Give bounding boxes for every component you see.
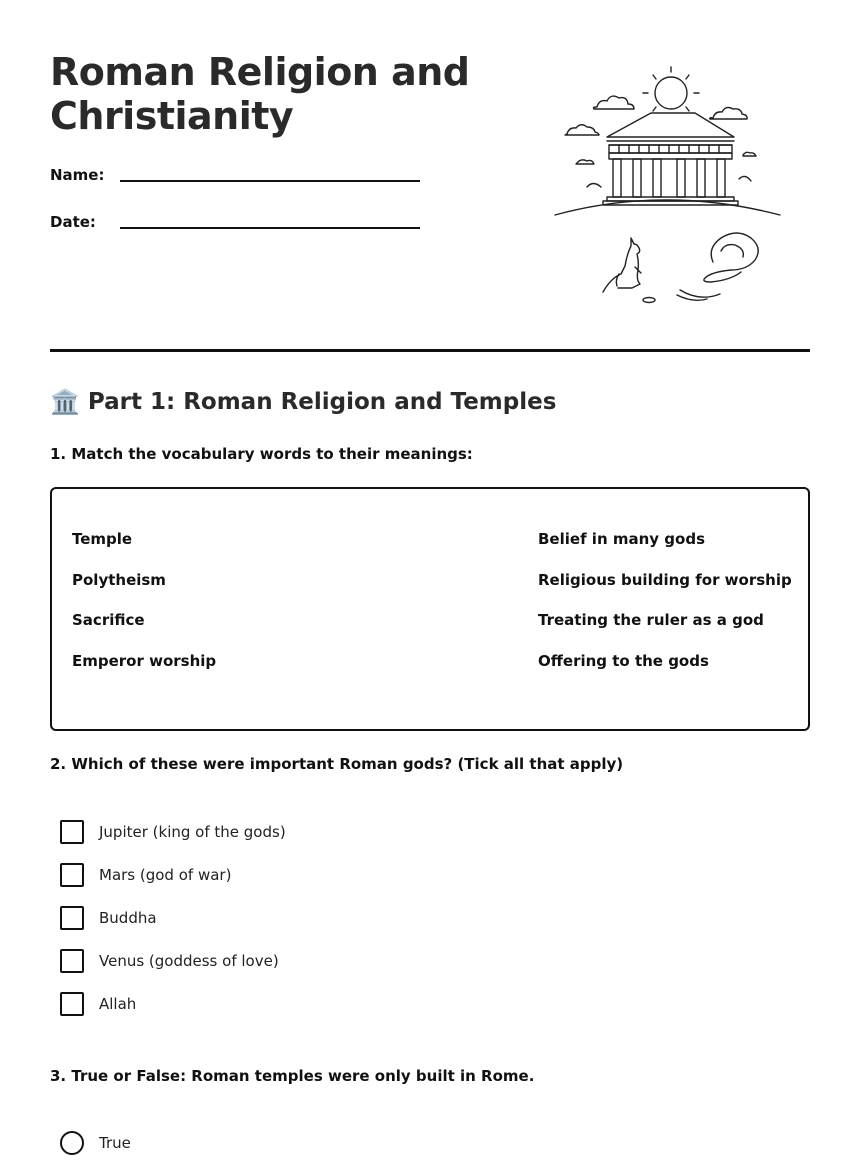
meaning: Belief in many gods <box>538 530 705 548</box>
question-1: 1. Match the vocabulary words to their meanings: <box>50 445 473 463</box>
meaning: Treating the ruler as a god <box>538 611 764 630</box>
radio-button[interactable] <box>60 1131 84 1155</box>
question-3: 3. True or False: Roman temples were only built in Rome. <box>50 1067 535 1085</box>
name-input-line[interactable] <box>120 180 420 182</box>
meaning: Religious building for worship <box>538 570 792 589</box>
option-true[interactable] <box>60 1131 131 1155</box>
option-label: True <box>99 1134 131 1152</box>
date-input-line[interactable] <box>120 227 420 229</box>
checkbox[interactable] <box>60 906 84 930</box>
option-jupiter[interactable] <box>60 820 286 844</box>
meanings-column <box>538 529 792 691</box>
option-label: Jupiter (king of the gods) <box>99 823 286 841</box>
meaning: Offering to the gods <box>538 651 709 670</box>
option-allah[interactable] <box>60 992 136 1016</box>
page-title: Roman Religion and Christianity <box>50 50 470 138</box>
option-label: Allah <box>99 995 137 1013</box>
question-2: 2. Which of these were important Roman gods? (Tick all that apply) <box>50 755 624 773</box>
option-mars[interactable] <box>60 863 231 887</box>
option-label: Venus (goddess of love) <box>99 952 279 970</box>
vocabulary-word: Temple <box>72 530 133 548</box>
vocabulary-words-column <box>72 529 216 691</box>
checkbox[interactable] <box>60 863 84 887</box>
option-label: Mars (god of war) <box>99 866 232 884</box>
checkbox[interactable] <box>60 992 84 1016</box>
temple-illustration-icon <box>545 55 795 315</box>
option-buddha[interactable] <box>60 906 157 930</box>
date-label: Date: <box>50 213 96 231</box>
vocabulary-word: Emperor worship <box>72 651 217 670</box>
matching-box <box>50 487 810 731</box>
classical-building-icon: 🏛️ <box>50 388 80 416</box>
checkbox[interactable] <box>60 949 84 973</box>
option-label: Buddha <box>99 909 157 927</box>
part1-heading <box>50 388 556 416</box>
vocabulary-word: Polytheism <box>72 570 166 589</box>
checkbox[interactable] <box>60 820 84 844</box>
section-divider <box>50 349 810 352</box>
name-label: Name: <box>50 166 105 184</box>
option-venus[interactable] <box>60 949 279 973</box>
part1-title: Part 1: Roman Religion and Temples <box>87 389 557 415</box>
vocabulary-word: Sacrifice <box>72 611 145 630</box>
